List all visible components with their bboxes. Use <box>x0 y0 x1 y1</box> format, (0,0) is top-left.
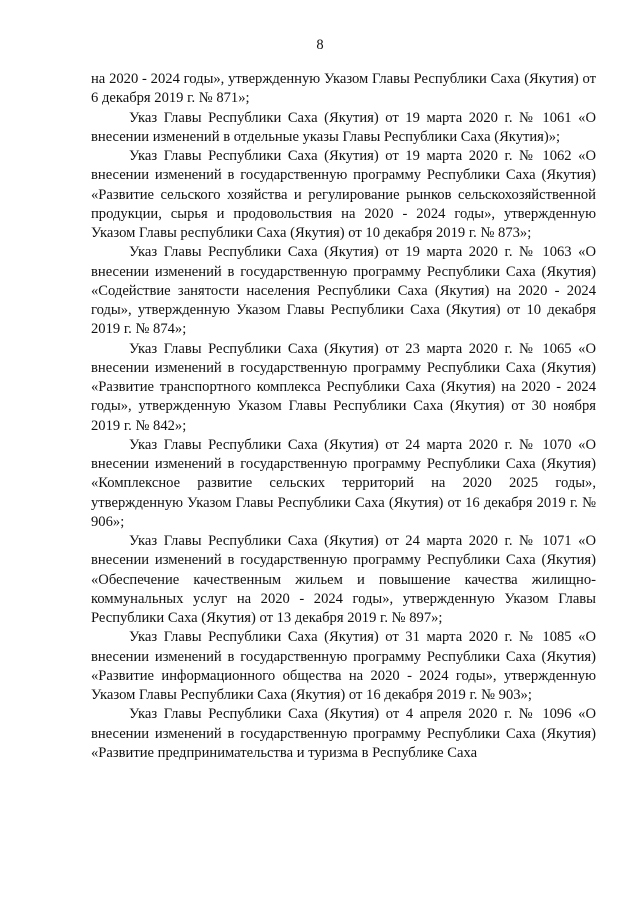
paragraph-decree-1071: Указ Главы Республики Саха (Якутия) от 24 марта 2020 г. № 1071 «О внесении изменений в государственную программу Республики Саха (Якутия) «Обеспечение качественным жильем и повышение качества жилищно-коммунальных услуг на 2020 - 2024 годы», утвержденную Указом Главы Республики Саха (Якутия) от 13 декабря 2019 г. № 897»; <box>91 533 596 626</box>
paragraph-continuation: на 2020 - 2024 годы», утвержденную Указом Главы Республики Саха (Якутия) от 6 декабря 2019 г. № 871»; <box>91 71 596 107</box>
paragraph-decree-1096: Указ Главы Республики Саха (Якутия) от 4 апреля 2020 г. № 1096 «О внесении изменений в государственную программу Республики Саха (Якутия) «Развитие предпринимательства и туризма в Республике Саха <box>91 706 596 761</box>
paragraph-decree-1070: Указ Главы Республики Саха (Якутия) от 24 марта 2020 г. № 1070 «О внесении изменений в государственную программу Республики Саха (Якутия) «Комплексное развитие сельских территорий на 2020 2025 годы», утвержденную Указом Главы Республики Саха (Якутия) от 16 декабря 2019 г. № 906»; <box>91 436 596 530</box>
paragraph-decree-1063: Указ Главы Республики Саха (Якутия) от 19 марта 2020 г. № 1063 «О внесении изменений в государственную программу Республики Саха (Якутия) «Содействие занятости населения Республики Саха (Якутия) на 2020 - 2024 годы», утвержденную Указом Главы Республики Саха (Якутия) от 10 декабря 2019 г. № 874»; <box>91 244 596 338</box>
paragraph-decree-1065: Указ Главы Республики Саха (Якутия) от 23 марта 2020 г. № 1065 «О внесении изменений в государственную программу Республики Саха (Якутия) «Развитие транспортного комплекса Республики Саха (Якутия) на 2020 - 2024 годы», утвержденную Указом Главы Республики Саха (Якутия) от 30 ноября 2019 г. № 842»; <box>91 340 596 434</box>
document-body <box>91 70 596 763</box>
paragraph-decree-1061: Указ Главы Республики Саха (Якутия) от 19 марта 2020 г. № 1061 «О внесении изменений в отдельные указы Главы Республики Саха (Якутия)»; <box>91 109 596 145</box>
paragraph-decree-1062: Указ Главы Республики Саха (Якутия) от 19 марта 2020 г. № 1062 «О внесении изменений в государственную программу Республики Саха (Якутия) «Развитие сельского хозяйства и регулирование рынков сельскохозяйственной продукции, сырья и продовольствия на 2020 - 2024 годы», утвержденную Указом Главы республики Саха (Якутия) от 10 декабря 2019 г. № 873»; <box>91 148 596 241</box>
page-number: 8 <box>316 37 324 53</box>
paragraph-decree-1085: Указ Главы Республики Саха (Якутия) от 31 марта 2020 г. № 1085 «О внесении изменений в государственную программу Республики Саха (Якутия) «Развитие информационного общества на 2020 - 2024 годы», утвержденную Указом Главы Республики Саха (Якутия) от 16 декабря 2019 г. № 903»; <box>91 629 596 703</box>
